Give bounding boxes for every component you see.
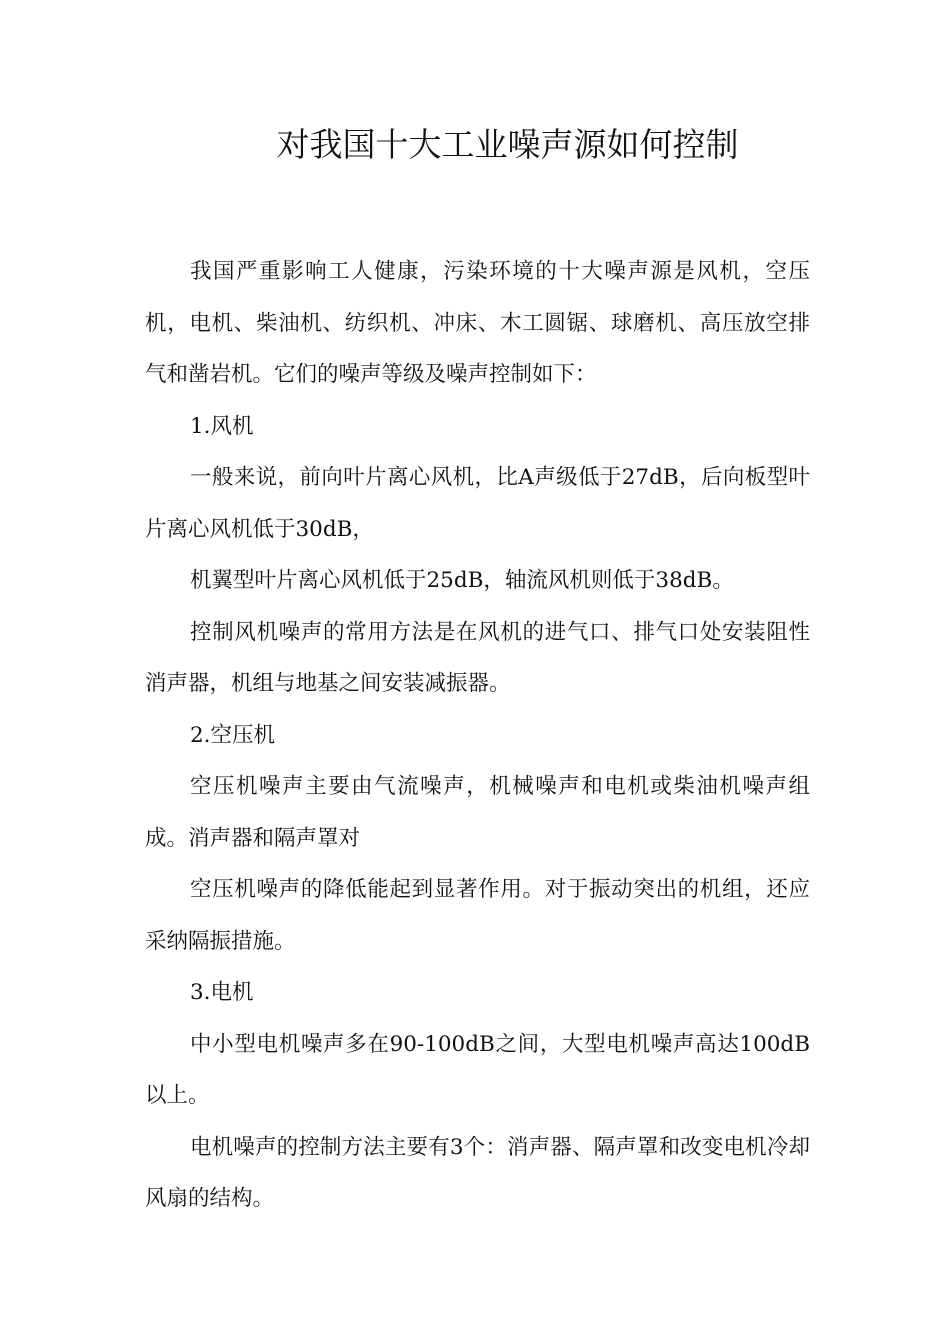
paragraph-compressor-sources: 空压机噪声主要由气流噪声，机械噪声和电机或柴油机噪声组成。消声器和隔声罩对 (145, 774, 810, 851)
paragraph-motor-levels: 中小型电机噪声多在90-100dB之间，大型电机噪声高达100dB以上。 (145, 1031, 810, 1108)
paragraph-compressor-control: 空压机噪声的降低能起到显著作用。对于振动突出的机组，还应采纳隔振措施。 (145, 877, 810, 954)
paragraph-motor-control: 电机噪声的控制方法主要有3个：消声器、隔声罩和改变电机冷却风扇的结构。 (145, 1134, 810, 1211)
document-title: 对我国十大工业噪声源如何控制 (276, 125, 739, 164)
paragraph-fan-control: 控制风机噪声的常用方法是在风机的进气口、排气口处安装阻性消声器，机组与地基之间安装减振器。 (145, 619, 810, 696)
document-body (145, 246, 810, 1225)
section-heading-fan: 1.风机 (190, 413, 254, 439)
paragraph-intro: 我国严重影响工人健康，污染环境的十大噪声源是风机，空压机，电机、柴油机、纺织机、冲床、木工圆锯、球磨机、高压放空排气和凿岩机。它们的噪声等级及噪声控制如下： (145, 259, 810, 387)
section-heading-compressor: 2.空压机 (190, 722, 276, 748)
paragraph-fan-levels-cont: 机翼型叶片离心风机低于25dB，轴流风机则低于38dB。 (190, 568, 734, 593)
section-heading-motor: 3.电机 (190, 980, 254, 1005)
paragraph-fan-levels: 一般来说，前向叶片离心风机，比A声级低于27dB，后向板型叶片离心风机低于30dB， (145, 465, 810, 542)
